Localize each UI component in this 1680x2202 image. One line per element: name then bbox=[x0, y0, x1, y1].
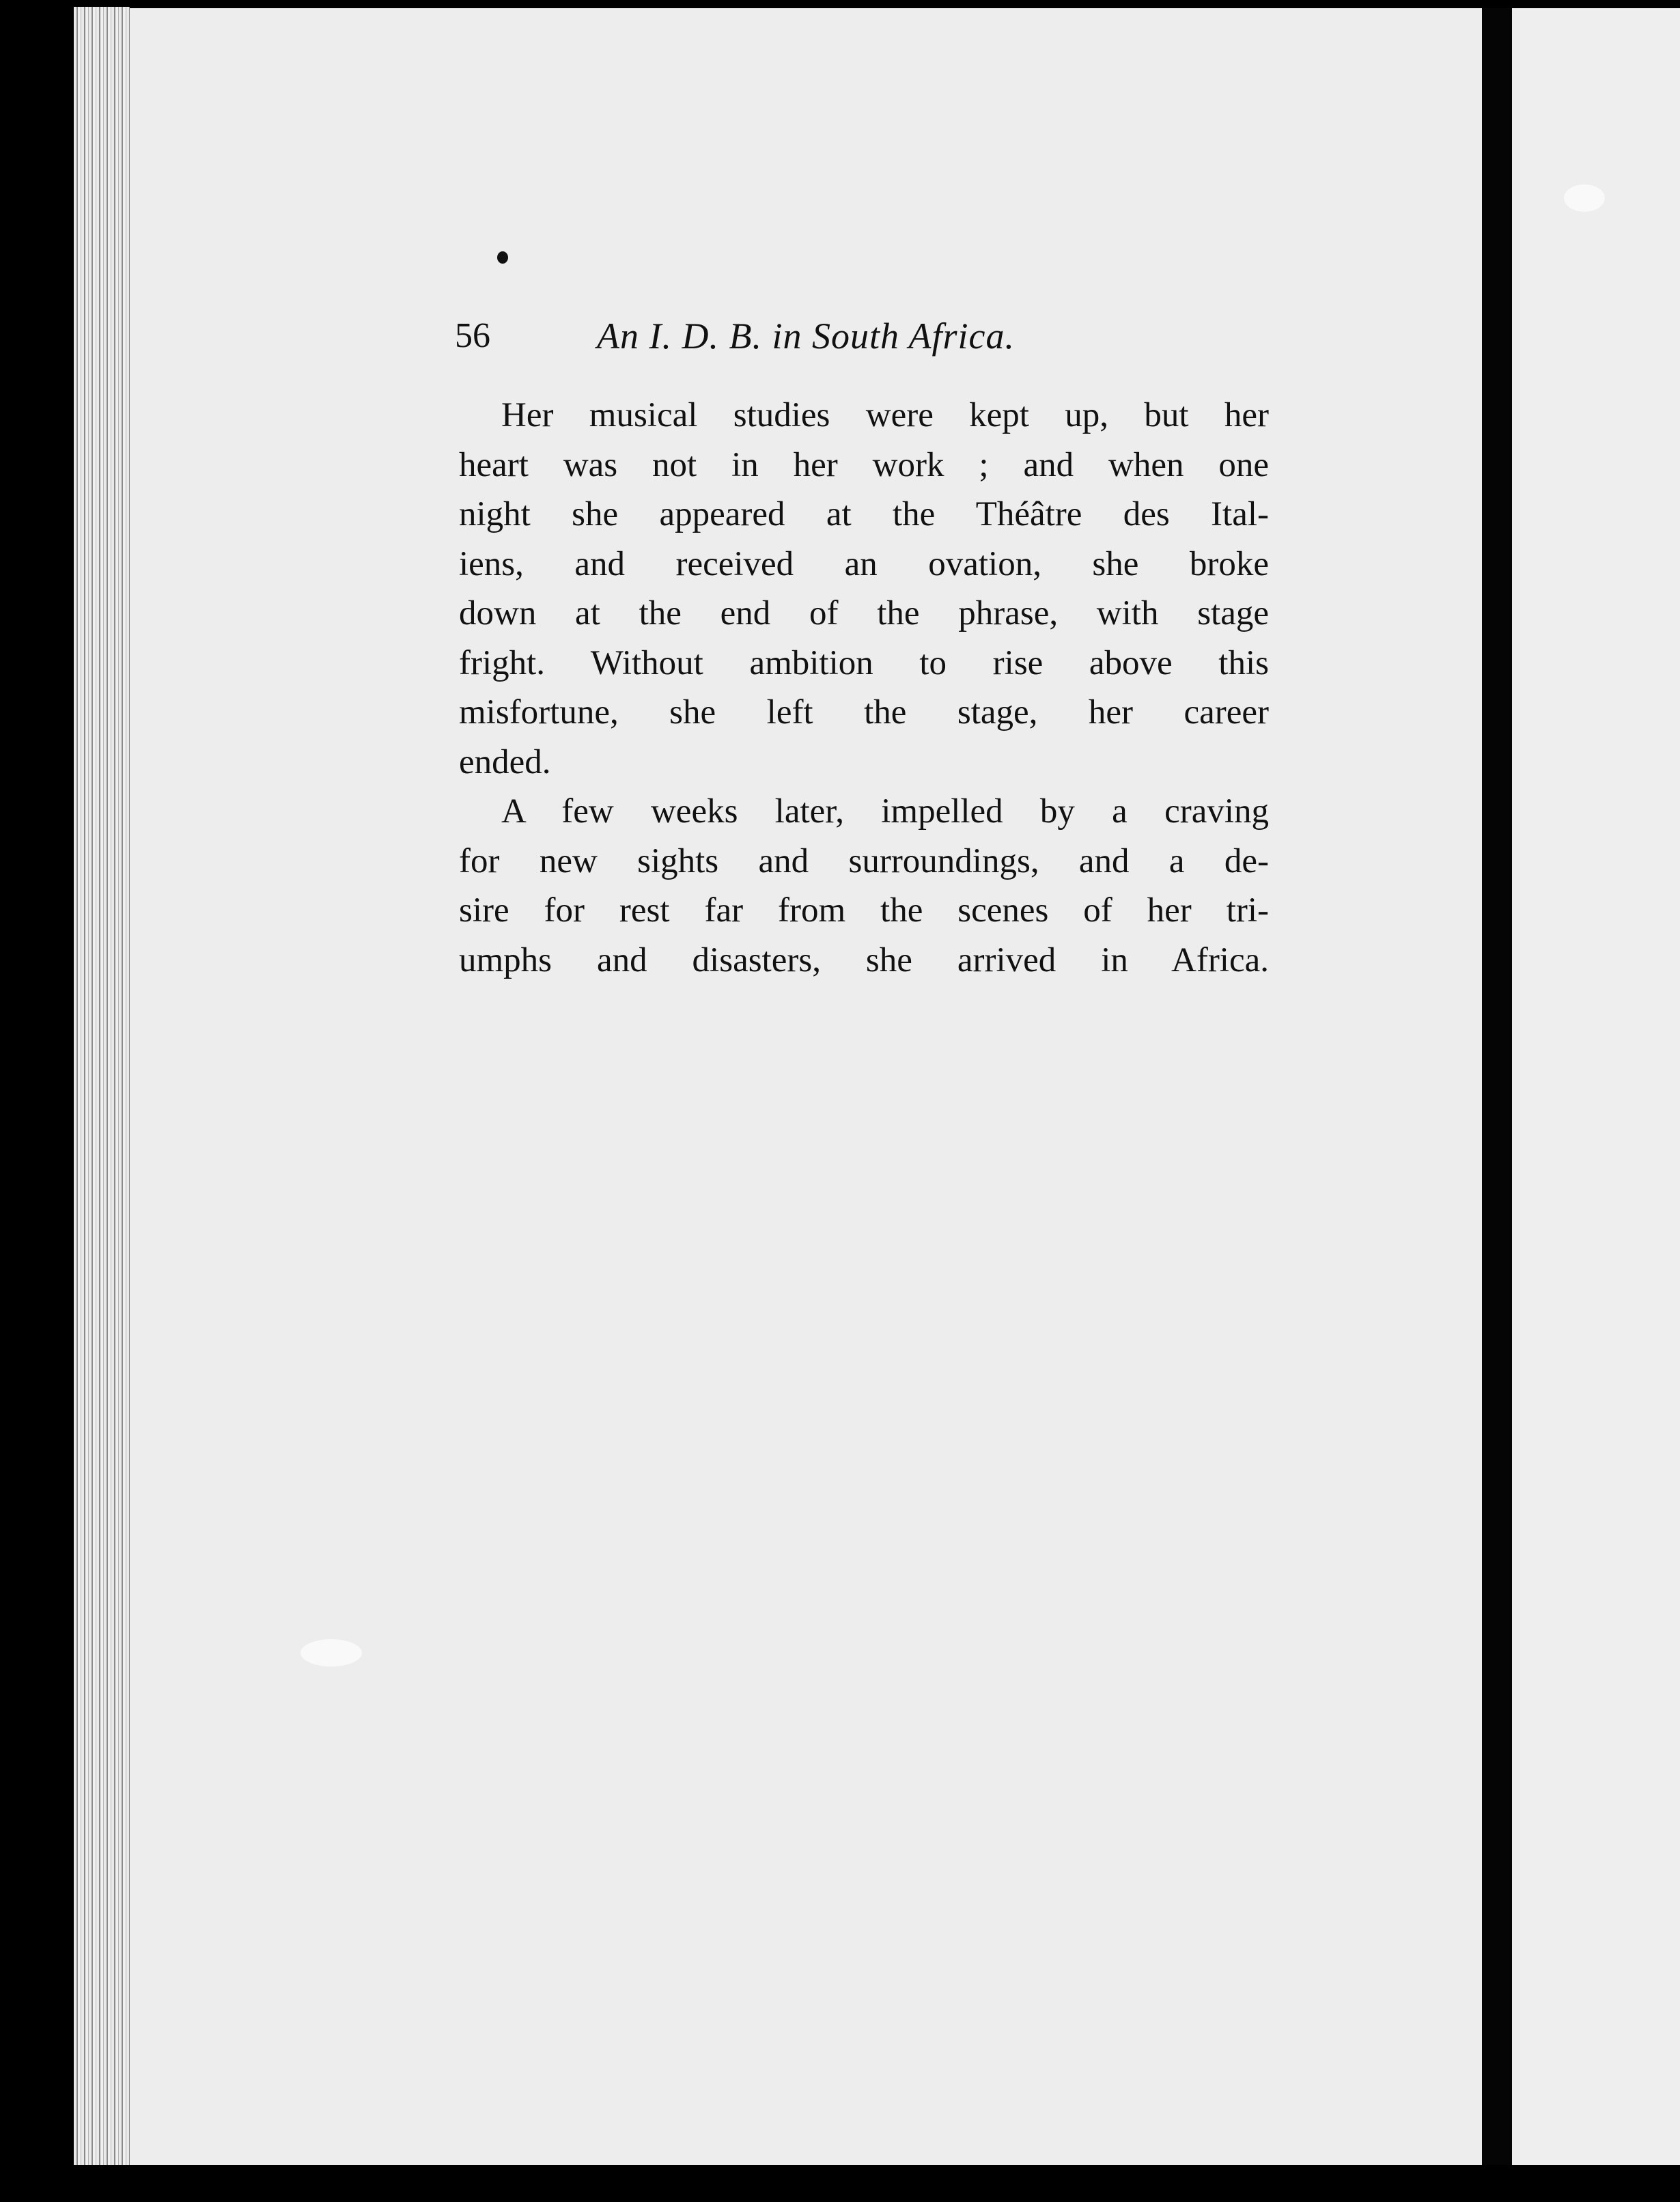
running-head bbox=[455, 309, 1274, 363]
text-line: iens, and received an ovation, she broke bbox=[459, 544, 1269, 583]
text-line: ended. bbox=[459, 742, 551, 781]
text-line: night she appeared at the Théâtre des Ital- bbox=[459, 495, 1269, 533]
text-line: misfortune, she left the stage, her career bbox=[459, 693, 1269, 731]
text-line: heart was not in her work ; and when one bbox=[459, 445, 1269, 484]
paper-blemish bbox=[300, 1639, 362, 1667]
page-edges bbox=[74, 7, 130, 2165]
body-text bbox=[459, 391, 1269, 985]
book-spine-shadow bbox=[1482, 8, 1512, 2165]
ink-dot bbox=[497, 251, 508, 264]
text-line: Her musical studies were kept up, but her bbox=[501, 396, 1269, 434]
text-line: fright. Without ambition to rise above this bbox=[459, 643, 1269, 682]
text-line: A few weeks later, impelled by a craving bbox=[501, 792, 1269, 831]
text-line: down at the end of the phrase, with stage bbox=[459, 594, 1269, 632]
text-line: umphs and disasters, she arrived in Africa. bbox=[459, 940, 1269, 979]
paragraph bbox=[459, 787, 1269, 985]
book-title: An I. D. B. in South Africa. bbox=[597, 316, 1015, 357]
text-line: sire for rest far from the scenes of her tri- bbox=[459, 891, 1269, 930]
page-number: 56 bbox=[455, 316, 490, 355]
paper-blemish bbox=[1564, 184, 1605, 212]
text-line: for new sights and surroundings, and a de- bbox=[459, 841, 1269, 880]
paragraph bbox=[459, 391, 1269, 787]
facing-page-edge bbox=[1512, 8, 1680, 2165]
